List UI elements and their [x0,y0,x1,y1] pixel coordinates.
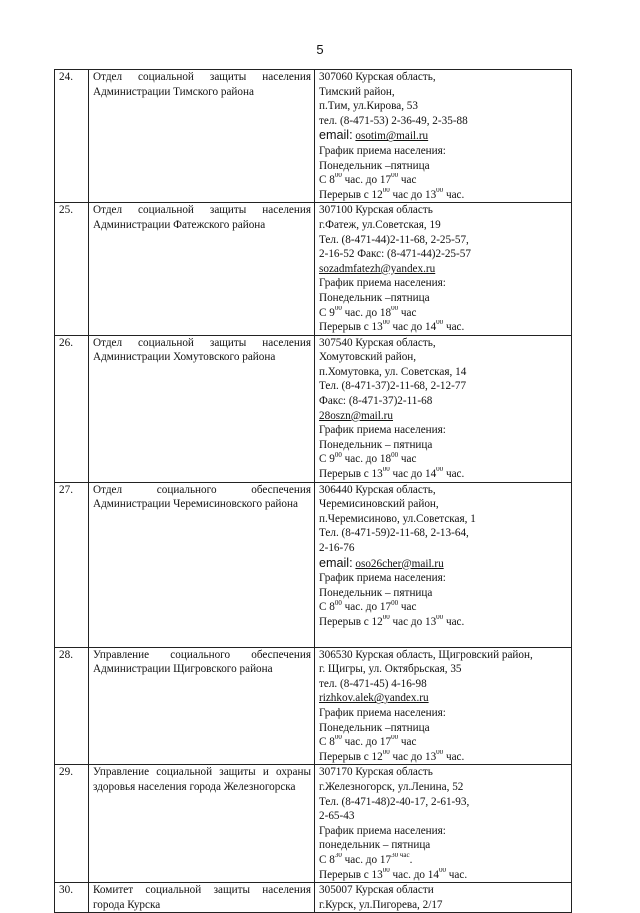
schedule-break [319,320,568,335]
organization-name: Отдел социальной защиты населения Администрации Фатежского района [89,203,315,335]
schedule-hours-post: час [398,174,417,187]
row-number: 28. [55,647,89,765]
contact-details [315,203,572,335]
email-line [319,556,568,572]
schedule-days: понедельник – пятница [319,839,431,852]
address-line: Тел. (8-471-44)2-11-68, 2-25-57, [319,233,469,246]
schedule-title: График приема населения: [319,144,446,157]
table-row [55,765,572,883]
address-line: Хомутовский район, [319,351,417,364]
table-row [55,70,572,203]
schedule-break-pre: Перерыв с 12 [319,615,383,628]
address-line: г.Железногорск, ул.Ленина, 52 [319,780,464,793]
schedule-title: График приема населения: [319,707,446,719]
schedule-break [319,750,568,765]
organization-name: Управление социального обеспечения Администрации Щигровского района [89,647,315,765]
address-line: 2-16-76 [319,542,355,554]
schedule-hours-post: час [398,601,417,614]
email-link[interactable]: osotim@mail.ru [355,130,429,143]
schedule-break-post: час. [443,188,465,201]
address-line: Тел. (8-471-48)2-40-17, 2-61-93, [319,795,470,808]
schedule-hours-start-minutes: 00 [334,173,342,180]
schedule-hours-pre: С 8 [319,174,335,187]
row-number: 25. [55,203,89,335]
schedule-break-end-minutes: 00 [436,467,444,474]
schedule-hours-end-minutes: 00 [391,600,399,607]
schedule-break-mid: час до 13 [389,188,437,201]
schedule-break-end-minutes: 00 [436,749,444,757]
address-line: 306530 Курская область, Щигровский район, [319,648,533,661]
schedule-days: Понедельник –пятница [319,291,430,304]
email-link[interactable]: rizhkov.alek@yandex.ru [319,692,429,705]
organization-name: Отдел социальной защиты населения Администрации Тимского района [89,70,315,203]
address-line: 2-16-52 Факс: (8-471-44)2-25-57 [319,248,471,261]
schedule-hours-pre: С 8 [319,853,335,866]
table-row [55,203,572,335]
address-line: Факс: (8-471-37)2-11-68 [319,395,433,408]
email-line [319,691,568,706]
schedule-days: Понедельник – пятница [319,438,433,451]
schedule-break-end-minutes: 00 [436,187,444,195]
schedule-break [319,868,568,883]
schedule-days: Понедельник –пятница [319,721,430,734]
address-line: Тел. (8-471-59)2-11-68, 2-13-64, [319,527,469,540]
schedule-hours-post: час [398,306,417,319]
email-line [319,128,568,144]
schedule-break-post: час. [443,321,465,334]
schedule-break-pre: Перерыв с 13 [319,468,383,481]
address-line: п.Черемисиново, ул.Советская, 1 [319,512,476,525]
organization-name: Отдел социального обеспечения Администрации Черемисиновского района [89,482,315,647]
address-line: 307170 Курская область [319,766,433,779]
contact-details [315,482,572,647]
contact-details [315,70,572,203]
schedule-hours-mid: час. до 18 [341,306,392,319]
schedule-break-end-minutes: 00 [436,614,444,622]
schedule-hours-end-minutes: 00 [391,305,399,312]
address-line: Тимский район, [319,85,395,98]
schedule-hours-start-minutes: 00 [334,735,342,742]
schedule-title: График приема населения: [319,572,446,585]
schedule-hours-end-minutes: 30 час [391,852,410,860]
organization-name: Комитет социальной защиты населения города Курска [89,883,315,913]
schedule-break-pre: Перерыв с 13 [319,321,383,334]
schedule-hours-mid: час. до 17 [341,736,392,749]
schedule-hours-end-minutes: 00 [391,173,399,180]
email-line [319,409,568,424]
schedule-days: Понедельник –пятница [319,159,430,172]
table-row [55,482,572,647]
row-number: 27. [55,482,89,647]
schedule-hours-pre: С 8 [319,601,335,614]
schedule-hours-mid: час. до 17 [341,601,392,614]
schedule-hours [319,853,568,868]
email-label: email: [319,128,353,143]
schedule-hours-post: . [409,853,413,866]
table-row [55,335,572,482]
email-link[interactable]: sozadmfatezh@yandex.ru [319,262,436,275]
row-number: 24. [55,70,89,203]
schedule-hours-start-minutes: 00 [334,452,342,459]
address-line: 306440 Курская область, [319,483,436,496]
address-line: г.Фатеж, ул.Советская, 19 [319,218,441,231]
organization-name: Управление социальной защиты и охраны здоровья населения города Железногорска [89,765,315,883]
schedule-hours-mid: час. до 18 [341,453,392,466]
schedule-break-start-minutes: 00 [382,749,390,757]
table-body [55,70,572,913]
page-number: 5 [316,42,324,57]
schedule-hours-end-minutes: 00 [391,452,399,459]
schedule-break-mid: час до 13 [389,615,437,628]
schedule-break-pre: Перерыв с 12 [319,750,383,763]
schedule-break-post: час. [443,615,465,628]
address-line: 307100 Курская область [319,204,433,217]
schedule-hours-pre: С 8 [319,736,335,749]
schedule-hours [319,735,568,750]
schedule-hours-pre: С 9 [319,306,335,319]
email-line [319,262,568,277]
schedule-hours-mid: час. до 17 [341,853,392,866]
schedule-break-start-minutes: 00 [382,467,390,474]
address-line: 307060 Курская область, [319,71,436,83]
schedule-break-start-minutes: 00 [382,867,390,874]
schedule-hours-mid: час. до 17 [341,174,392,187]
email-label: email: [319,555,353,570]
address-line: Черемисиновский район, [319,498,439,511]
schedule-hours [319,306,568,321]
schedule-hours-post: час [398,453,417,466]
schedule-break-mid: час до 14 [389,468,437,481]
contact-details [315,335,572,482]
schedule-days: Понедельник – пятница [319,586,433,599]
schedule-break-start-minutes: 00 [382,187,390,195]
schedule-hours-end-minutes: 00 [391,735,399,742]
schedule-title: График приема населения: [319,277,446,290]
table-row [55,883,572,913]
organization-name: Отдел социальной защиты населения Администрации Хомутовского района [89,335,315,482]
schedule-break-mid: час. до 14 [389,868,439,881]
address-line: п.Тим, ул.Кирова, 53 [319,100,418,113]
schedule-break-mid: час до 14 [389,321,437,334]
email-link[interactable]: 28oszn@mail.ru [319,409,393,422]
address-line: п.Хомутовка, ул. Советская, 14 [319,365,467,378]
schedule-break-start-minutes: 00 [382,614,390,622]
schedule-break-end-minutes: 00 [436,320,444,327]
schedule-hours [319,600,568,615]
schedule-hours-start-minutes: 00 [334,305,342,312]
schedule-break-pre: Перерыв с 13 [319,868,383,881]
address-line: г. Щигры, ул. Октябрьская, 35 [319,663,462,676]
schedule-hours-post: час [398,736,417,749]
schedule-break-pre: Перерыв с 12 [319,188,383,201]
email-link[interactable]: oso26cher@mail.ru [355,557,444,570]
schedule-break-post: час. [443,468,465,481]
social-services-contacts-table [54,69,572,913]
schedule-title: График приема населения: [319,824,446,837]
contact-details [315,647,572,765]
schedule-break-end-minutes: 00 [438,867,446,874]
row-number: 29. [55,765,89,883]
schedule-break [319,188,568,203]
address-line: Тел. (8-471-37)2-11-68, 2-12-77 [319,380,467,393]
schedule-break-start-minutes: 00 [382,320,390,327]
address-line: 2-65-43 [319,810,355,823]
schedule-break-post: час. [445,868,468,881]
address-line: тел. (8-471-53) 2-36-49, 2-35-88 [319,114,468,127]
row-number: 26. [55,335,89,482]
address-line: тел. (8-471-45) 4-16-98 [319,677,427,690]
address-line: 305007 Курская области [319,884,434,897]
schedule-hours-start-minutes: 00 [334,600,342,607]
schedule-break [319,615,568,630]
schedule-hours-start-minutes: 30 [334,852,342,860]
schedule-title: График приема населения: [319,424,446,437]
schedule-break-mid: час до 13 [389,750,437,763]
schedule-break [319,467,568,482]
schedule-break-post: час. [443,750,465,763]
schedule-hours [319,452,568,467]
schedule-hours-pre: С 9 [319,453,335,466]
address-line: г.Курск, ул.Пигорева, 2/17 [319,898,443,911]
address-line: 307540 Курская область, [319,336,436,349]
table-row [55,647,572,765]
schedule-hours [319,173,568,188]
contact-details [315,765,572,883]
row-number: 30. [55,883,89,913]
contact-details [315,883,572,913]
